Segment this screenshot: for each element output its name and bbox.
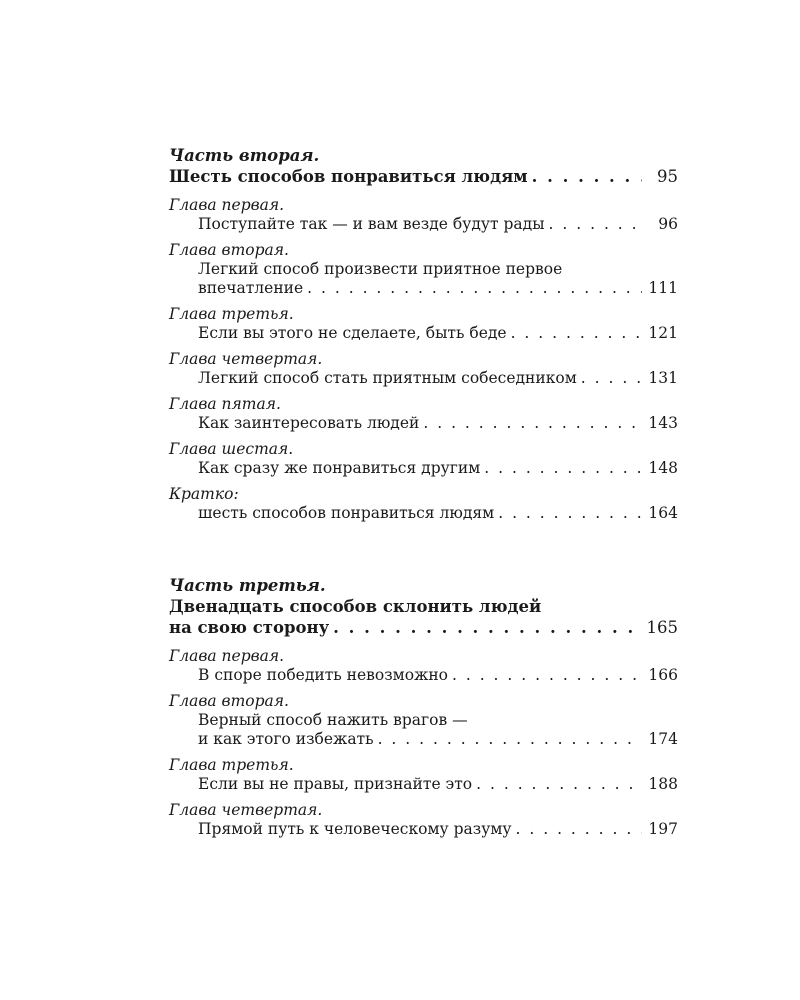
chapter-title-text: Если вы не правы, признайте это: [198, 775, 473, 793]
dot-leader: [581, 369, 642, 388]
toc-entry-line[interactable]: [169, 617, 678, 638]
chapter-title-text: Верный способ нажить врагов —: [198, 711, 468, 729]
dot-leader: [423, 414, 642, 433]
chapter-title-text: и как этого избежать: [198, 730, 374, 748]
chapter-entry: [169, 395, 678, 433]
table-of-contents: [169, 145, 678, 846]
dot-leader: [498, 504, 642, 523]
chapter-label: Глава вторая.: [169, 241, 289, 259]
chapter-label: Глава вторая.: [169, 692, 289, 710]
chapter-label: Глава пятая.: [169, 395, 281, 413]
part-section: [169, 575, 678, 839]
chapter-entry: [169, 241, 678, 298]
toc-entry-line[interactable]: [198, 324, 678, 343]
toc-entry-line[interactable]: [198, 414, 678, 433]
chapter-title-text: Если вы этого не сделаете, быть беде: [198, 324, 507, 342]
part-label: Часть вторая.: [169, 146, 320, 165]
chapter-entry: [169, 350, 678, 388]
page-number: 111: [648, 279, 678, 297]
chapter-title-text: шесть способов понравиться людям: [198, 504, 495, 522]
dot-leader: [532, 166, 642, 187]
part-title: [169, 596, 678, 638]
page-number: 96: [658, 215, 678, 233]
dot-leader: [378, 730, 642, 749]
toc-entry-line[interactable]: [169, 166, 678, 187]
toc-entry-line[interactable]: [198, 504, 678, 523]
dot-leader: [476, 775, 642, 794]
toc-entry-line[interactable]: [198, 369, 678, 388]
toc-entry-line[interactable]: [198, 775, 678, 794]
chapter-title: [169, 666, 678, 685]
dot-leader: [484, 459, 642, 478]
part-title-text: Двенадцать способов склонить людей: [169, 597, 542, 616]
chapter-title: [169, 324, 678, 343]
chapter-label: Глава четвертая.: [169, 801, 323, 819]
chapter-entry: [169, 196, 678, 234]
chapter-entry: [169, 801, 678, 839]
toc-entry-line[interactable]: [198, 215, 678, 234]
part-label: Часть третья.: [169, 576, 326, 595]
part-title-text: Шесть способов понравиться людям: [169, 167, 528, 186]
page-number: 143: [648, 414, 678, 432]
chapter-title: [169, 369, 678, 388]
chapter-entry: [169, 647, 678, 685]
chapter-title: [169, 820, 678, 839]
chapter-label: Глава четвертая.: [169, 350, 323, 368]
toc-entry-line[interactable]: [198, 279, 678, 298]
chapter-title-text: Как заинтересовать людей: [198, 414, 420, 432]
chapter-title-text: Как сразу же понравиться другим: [198, 459, 481, 477]
chapter-title-text: В споре победить невозможно: [198, 666, 448, 684]
part-title-text: на свою сторону: [169, 618, 330, 637]
part-title: [169, 166, 678, 187]
page-number: 166: [648, 666, 678, 684]
toc-entry-line[interactable]: [198, 730, 678, 749]
chapter-entry: [169, 305, 678, 343]
page-number: 131: [648, 369, 678, 387]
dot-leader: [452, 666, 642, 685]
chapter-title: [169, 260, 678, 298]
toc-entry-line[interactable]: [198, 459, 678, 478]
dot-leader: [511, 324, 642, 343]
chapter-title: [169, 215, 678, 234]
chapter-label: Глава первая.: [169, 196, 285, 214]
chapter-entry: [169, 756, 678, 794]
part-section: [169, 145, 678, 523]
page-number: 121: [648, 324, 678, 342]
chapter-title-text: Легкий способ произвести приятное первое: [198, 260, 563, 278]
dot-leader: [549, 215, 642, 234]
chapter-title: [169, 775, 678, 794]
chapter-label: Глава первая.: [169, 647, 285, 665]
chapter-entry: [169, 440, 678, 478]
toc-entry-line[interactable]: [198, 820, 678, 839]
chapter-label: Глава третья.: [169, 305, 294, 323]
dot-leader: [307, 279, 642, 298]
page-number: 148: [648, 459, 678, 477]
chapter-title: [169, 711, 678, 749]
toc-entry-line[interactable]: [198, 666, 678, 685]
chapter-list: [169, 647, 678, 839]
page-number: 174: [648, 730, 678, 748]
chapter-label: Кратко:: [169, 485, 239, 503]
page-number: 188: [648, 775, 678, 793]
dot-leader: [516, 820, 642, 839]
page-number: 165: [646, 618, 678, 637]
page-number: 95: [657, 167, 678, 186]
chapter-title: [169, 414, 678, 433]
chapter-list: [169, 196, 678, 523]
chapter-title-text: Поступайте так — и вам везде будут рады: [198, 215, 545, 233]
chapter-entry: [169, 485, 678, 523]
chapter-title-text: впечатление: [198, 279, 304, 297]
chapter-title-text: Легкий способ стать приятным собеседником: [198, 369, 577, 387]
dot-leader: [333, 617, 642, 638]
page-number: 164: [648, 504, 678, 522]
chapter-title: [169, 459, 678, 478]
chapter-entry: [169, 692, 678, 749]
chapter-label: Глава третья.: [169, 756, 294, 774]
page-number: 197: [648, 820, 678, 838]
chapter-label: Глава шестая.: [169, 440, 294, 458]
chapter-title: [169, 504, 678, 523]
chapter-title-text: Прямой путь к человеческому разуму: [198, 820, 512, 838]
